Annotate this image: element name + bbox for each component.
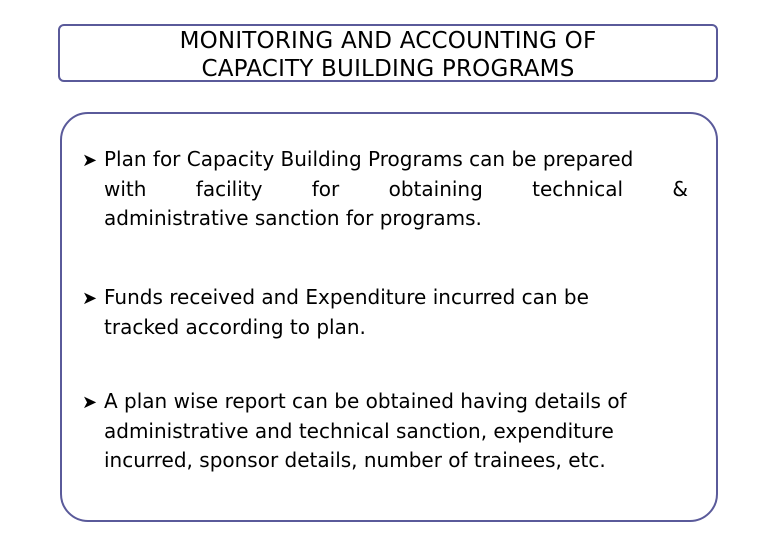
- title-line-2: CAPACITY BUILDING PROGRAMS: [201, 56, 575, 82]
- bullet-line: [82, 175, 694, 204]
- word: with: [104, 177, 147, 201]
- bullet-text: A plan wise report can be obtained having details of: [104, 389, 627, 413]
- title-box: [58, 24, 718, 82]
- bullet-line: administrative sanction for programs.: [104, 206, 482, 230]
- bullet-text: Funds received and Expenditure incurred can be: [104, 285, 589, 309]
- bullet-report: [82, 387, 694, 475]
- word: for: [311, 177, 340, 201]
- right-arrow-icon: ➤: [82, 150, 98, 171]
- right-arrow-icon: ➤: [82, 392, 98, 413]
- word: obtaining: [388, 177, 483, 201]
- bullet-text: Plan for Capacity Building Programs can be prepared: [104, 147, 634, 171]
- word: facility: [195, 177, 263, 201]
- bullet-line: administrative and technical sanction, expenditure: [104, 419, 614, 443]
- bullet-line: [82, 387, 694, 417]
- bullet-line: [82, 145, 694, 175]
- bullet-funds: [82, 283, 694, 342]
- right-arrow-icon: ➤: [82, 288, 98, 309]
- word: technical: [532, 177, 624, 201]
- bullet-plan: [82, 145, 694, 233]
- title-line-1: MONITORING AND ACCOUNTING OF: [179, 28, 597, 54]
- bullet-line: [82, 283, 694, 313]
- bullet-line: tracked according to plan.: [104, 315, 366, 339]
- word: &: [672, 177, 688, 201]
- bullet-line: incurred, sponsor details, number of trainees, etc.: [104, 448, 606, 472]
